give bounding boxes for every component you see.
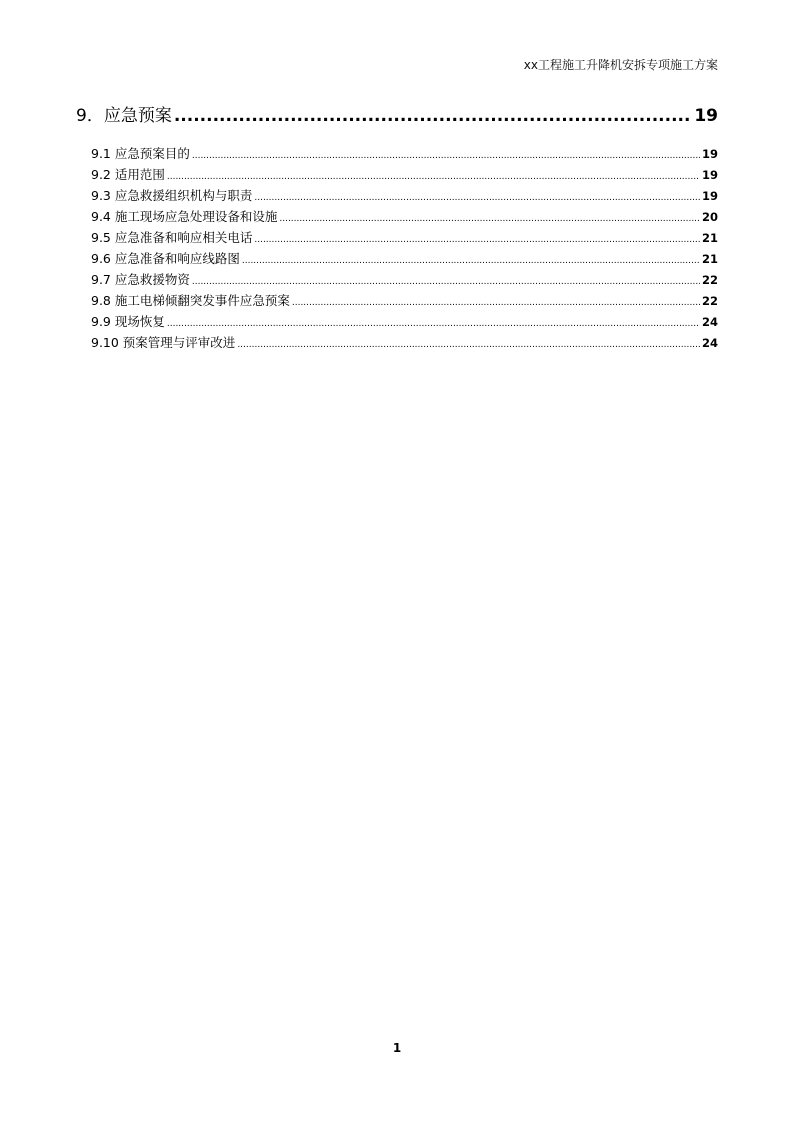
page-number: 1 [392, 1041, 402, 1055]
toc-section-entry[interactable] [76, 248, 718, 269]
toc-section-entry[interactable] [76, 185, 718, 206]
toc-section-entry[interactable] [76, 311, 718, 332]
toc-section-page: 19 [701, 189, 718, 203]
toc-section-title: 9.1 应急预案目的 [91, 146, 190, 161]
toc-dot-leader [237, 332, 700, 356]
toc-dot-leader [174, 103, 693, 129]
toc-section-entry[interactable] [76, 227, 718, 248]
toc-section-page: 21 [701, 252, 718, 266]
toc-section-entry[interactable] [76, 269, 718, 290]
toc-section-entry[interactable] [76, 206, 718, 227]
toc-chapter-page: 19 [694, 106, 718, 126]
toc-section-title: 9.6 应急准备和响应线路图 [91, 251, 240, 266]
toc-section-title: 9.10 预案管理与评审改进 [91, 335, 236, 350]
toc-section-page: 20 [701, 210, 718, 224]
toc-section-page: 24 [701, 315, 718, 329]
toc-section-title: 9.2 适用范围 [91, 167, 165, 182]
toc-chapter-entry[interactable] [76, 103, 718, 133]
toc-chapter-title: 9．应急预案 [76, 106, 172, 126]
toc-section-entry[interactable] [76, 143, 718, 164]
toc-section-title: 9.3 应急救援组织机构与职责 [91, 188, 253, 203]
toc-section-entry[interactable] [76, 332, 718, 353]
document-header: xx工程施工升降机安拆专项施工方案 [523, 58, 718, 72]
toc-section-title: 9.4 施工现场应急处理设备和设施 [91, 209, 278, 224]
toc-section-title: 9.9 现场恢复 [91, 314, 165, 329]
toc-section-entry[interactable] [76, 290, 718, 311]
table-of-contents [76, 103, 718, 353]
toc-section-page: 21 [701, 231, 718, 245]
toc-section-page: 22 [701, 273, 718, 287]
toc-section-page: 19 [701, 168, 718, 182]
toc-section-page: 22 [701, 294, 718, 308]
toc-section-page: 24 [701, 336, 718, 350]
toc-section-title: 9.8 施工电梯倾翻突发事件应急预案 [91, 293, 290, 308]
header-rule [76, 77, 718, 78]
toc-section-title: 9.5 应急准备和响应相关电话 [91, 230, 253, 245]
toc-section-title: 9.7 应急救援物资 [91, 272, 190, 287]
toc-section-page: 19 [701, 147, 718, 161]
toc-section-entry[interactable] [76, 164, 718, 185]
